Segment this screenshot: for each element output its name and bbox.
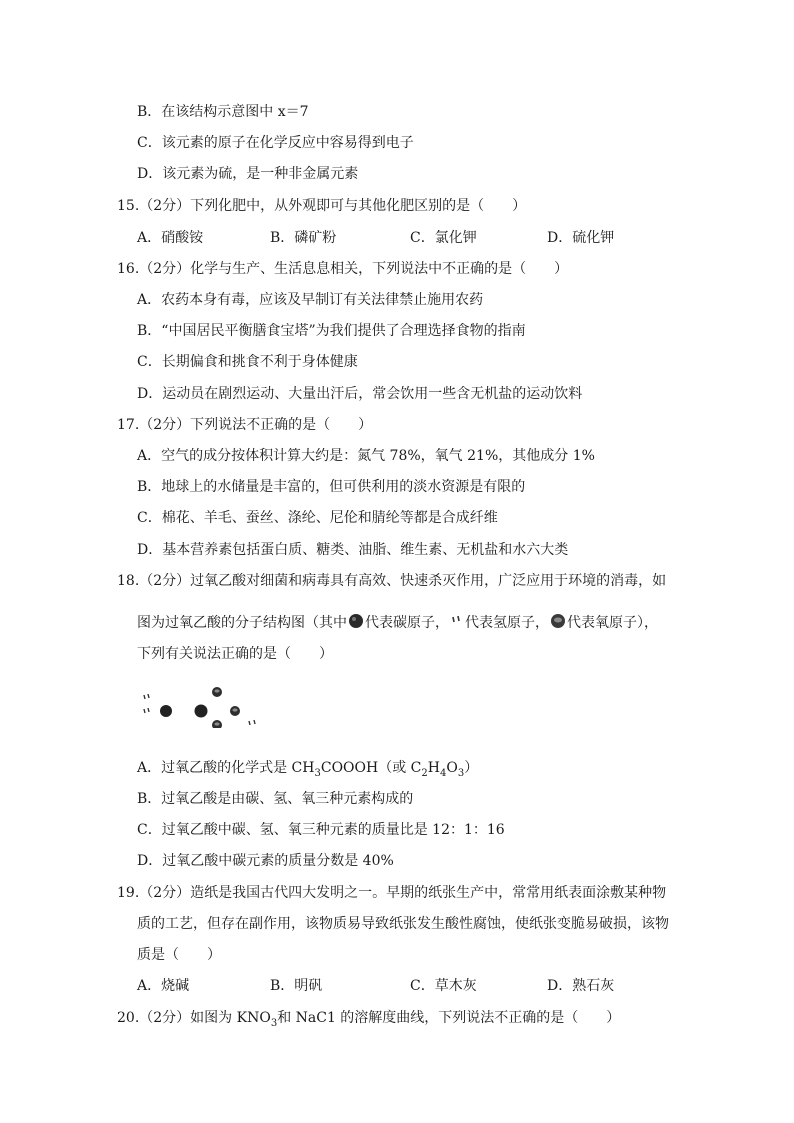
q14-option-c: C．该元素的原子在化学反应中容易得到电子 bbox=[137, 135, 414, 151]
q19-option-d: D．熟石灰 bbox=[547, 978, 615, 994]
q18-stem-line1: 18.（2分）过氧乙酸对细菌和病毒具有高效、快速杀灭作用，广泛应用于环境的消毒，如 bbox=[117, 573, 667, 589]
carbon-atom-icon bbox=[195, 705, 208, 718]
q17-option-c: C．棉花、羊毛、蚕丝、涤纶、尼伦和腈纶等都是合成纤维 bbox=[137, 510, 498, 526]
q18-option-a-part: ） bbox=[464, 760, 479, 776]
q18-option-c: C．过氧乙酸中碳、氢、氧三种元素的质量比是 12：1：16 bbox=[137, 822, 505, 838]
q17-option-a: A．空气的成分按体积计算大约是：氮气 78%，氧气 21%，其他成分 1% bbox=[137, 448, 595, 464]
q19-stem-line1: 19.（2分）造纸是我国古代四大发明之一。早期的纸张生产中，常常用纸表面涂敷某种物 bbox=[117, 885, 667, 901]
hydrogen-atom-icon bbox=[144, 708, 149, 713]
oxygen-atom-icon bbox=[212, 720, 222, 728]
q18-stem-line2-d: 代表氧原子）， bbox=[567, 615, 658, 631]
q18-option-a-part: O bbox=[446, 760, 458, 776]
q19-stem-line2: 质的工艺，但存在副作用，该物质易导致纸张发生酸性腐蚀，使纸张变脆易破损，该物 bbox=[137, 916, 669, 932]
q17-stem: 17.（2分）下列说法不正确的是（ ） bbox=[117, 417, 373, 433]
q19-option-b: B．明矾 bbox=[270, 978, 323, 994]
q15-option-d: D．硫化钾 bbox=[547, 230, 615, 246]
q18-option-a-part: A．过氧乙酸的化学式是 CH bbox=[137, 760, 315, 776]
q14-option-b: B．在该结构示意图中 x＝7 bbox=[137, 104, 309, 120]
q18-stem-line3: 下列有关说法正确的是（ ） bbox=[137, 646, 333, 662]
oxygen-atom-icon bbox=[212, 687, 222, 697]
q18-stem-line2 bbox=[137, 613, 658, 633]
q19-options bbox=[137, 976, 657, 996]
hydrogen-atom-icon bbox=[449, 614, 465, 632]
q15-stem: 15.（2分）下列化肥中，从外观即可与其他化肥区别的是（ ） bbox=[117, 198, 527, 214]
q15-options bbox=[137, 228, 657, 248]
subscript: 3 bbox=[314, 767, 321, 779]
q18-option-a bbox=[137, 758, 478, 778]
q15-option-a: A．硝酸铵 bbox=[137, 230, 204, 246]
q16-option-b: B．“中国居民平衡膳食宝塔”为我们提供了合理选择食物的指南 bbox=[137, 323, 526, 339]
q20-stem bbox=[117, 1008, 620, 1028]
oxygen-atom-icon bbox=[549, 614, 567, 632]
subscript: 3 bbox=[270, 1017, 278, 1029]
q18-option-b: B．过氧乙酸是由碳、氢、氧三种元素构成的 bbox=[137, 791, 414, 807]
subscript: 4 bbox=[439, 767, 447, 779]
q20-stem-part: 和 NaC1 的溶解度曲线，下列说法不正确的是（ ） bbox=[277, 1010, 621, 1026]
q18-stem-line2-c: 代表氢原子， bbox=[465, 615, 549, 631]
subscript: 2 bbox=[421, 767, 428, 779]
q18-option-d: D．过氧乙酸中碳元素的质量分数是 40% bbox=[137, 853, 394, 869]
q18-stem-line2-b: 代表碳原子， bbox=[365, 615, 449, 631]
oxygen-atom-icon bbox=[230, 706, 240, 716]
carbon-atom-icon bbox=[347, 614, 365, 632]
q19-stem-line3: 质是（ ） bbox=[137, 947, 221, 963]
q18-stem-line2-a: 图为过氧乙酸的分子结构图（其中 bbox=[137, 615, 347, 631]
q19-option-a: A．烧碱 bbox=[137, 978, 190, 994]
q18-option-a-part: H bbox=[427, 760, 440, 776]
hydrogen-atom-icon bbox=[144, 694, 149, 699]
carbon-atom-icon bbox=[160, 705, 172, 717]
hydrogen-atom-icon bbox=[249, 720, 255, 725]
q15-option-b: B．磷矿粉 bbox=[270, 230, 337, 246]
q18-option-a-part: COOOH（或 C bbox=[320, 760, 422, 776]
q16-stem: 16.（2分）化学与生产、生活息息相关，下列说法中不正确的是（ ） bbox=[117, 261, 569, 277]
subscript: 3 bbox=[457, 767, 465, 779]
q15-option-c: C．氯化钾 bbox=[410, 230, 477, 246]
q17-option-d: D．基本营养素包括蛋白质、糖类、油脂、维生素、无机盐和水六大类 bbox=[137, 542, 569, 558]
q20-stem-part: 20.（2分）如图为 KNO bbox=[117, 1010, 271, 1026]
q17-option-b: B．地球上的水储量是丰富的，但可供利用的淡水资源是有限的 bbox=[137, 479, 526, 495]
q16-option-a: A．农药本身有毒，应该及早制订有关法律禁止施用农药 bbox=[137, 292, 484, 308]
q14-option-d: D．该元素为硫，是一种非金属元素 bbox=[137, 166, 359, 182]
q19-option-c: C．草木灰 bbox=[410, 978, 477, 994]
q16-option-d: D．运动员在剧烈运动、大量出汗后，常会饮用一些含无机盐的运动饮料 bbox=[137, 386, 583, 402]
q16-option-c: C．长期偏食和挑食不利于身体健康 bbox=[137, 354, 358, 370]
peracetic-acid-molecule-diagram bbox=[140, 683, 270, 728]
